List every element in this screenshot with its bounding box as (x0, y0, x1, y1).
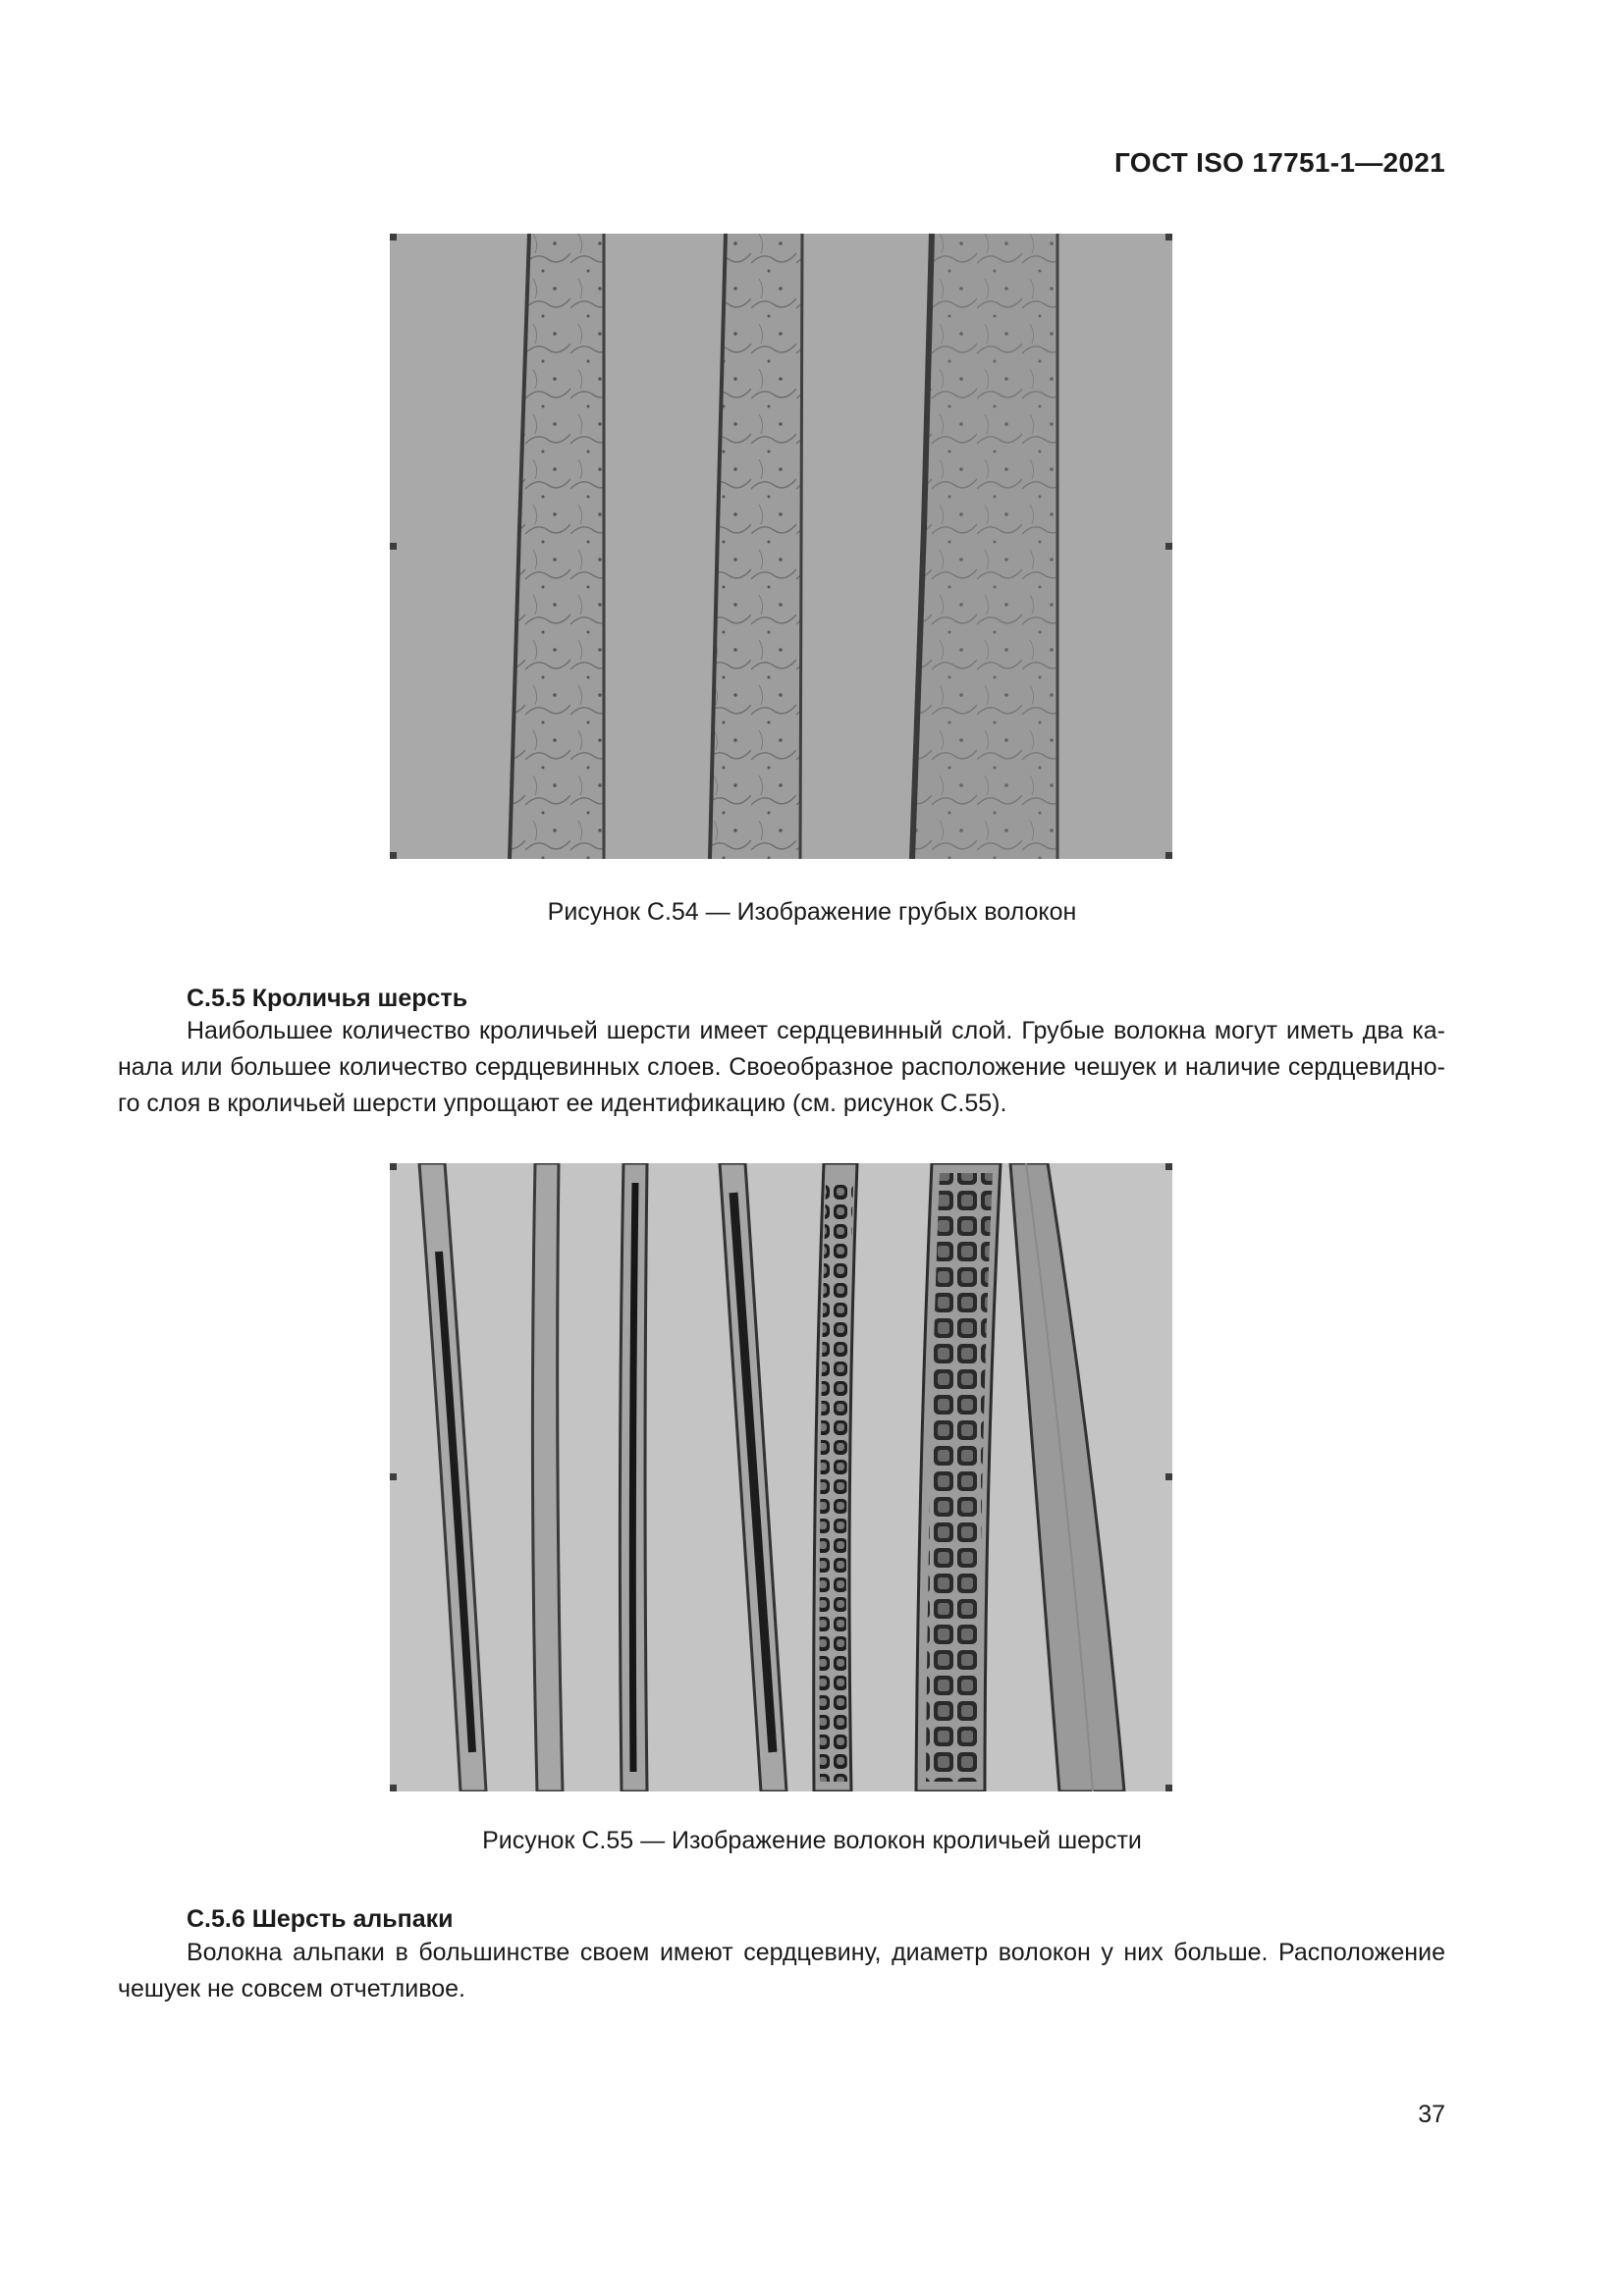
section-heading-c56: С.5.6 Шерсть альпаки (187, 1905, 454, 1933)
document-standard-header: ГОСТ ISO 17751-1—2021 (1113, 147, 1445, 178)
figure-c55 (390, 1163, 1172, 1791)
section-paragraph-c56 (118, 1935, 1445, 2007)
fiber-e (814, 1163, 857, 1791)
figure-c55-caption: Рисунок С.55 — Изображение волокон кроличьей шерсти (482, 1827, 1142, 1854)
paragraph-line: чешуек не совсем отчетливое. (118, 1975, 465, 2002)
paragraph-line: Наибольшее количество кроличьей шерсти имеет сердцевинный слой. Грубые волокна могут иметь два ка- (187, 1017, 1445, 1044)
paragraph-line: го слоя в кроличьей шерсти упрощают ее идентификацию (см. рисунок С.55). (118, 1090, 1007, 1117)
rabbit-fibers-micrograph (390, 1163, 1172, 1791)
figure-c54-caption: Рисунок С.54 — Изображение грубых волокон (547, 898, 1077, 926)
fiber-b (532, 1163, 563, 1791)
paragraph-line: нала или большее количество сердцевинных слоев. Своеобразное расположение чешуек и наличие сердцевидно- (118, 1053, 1445, 1081)
figure-c54 (390, 234, 1172, 859)
page-number: 37 (1418, 2101, 1445, 2128)
section-paragraph-c55 (118, 1013, 1445, 1122)
fiber-c (620, 1163, 647, 1791)
section-heading-c55: С.5.5 Кроличья шерсть (187, 985, 468, 1012)
paragraph-line: Волокна альпаки в большинстве своем имеют сердцевину, диаметр волокон у них больше. Расположение (187, 1939, 1445, 1966)
coarse-fibers-micrograph (390, 234, 1172, 859)
